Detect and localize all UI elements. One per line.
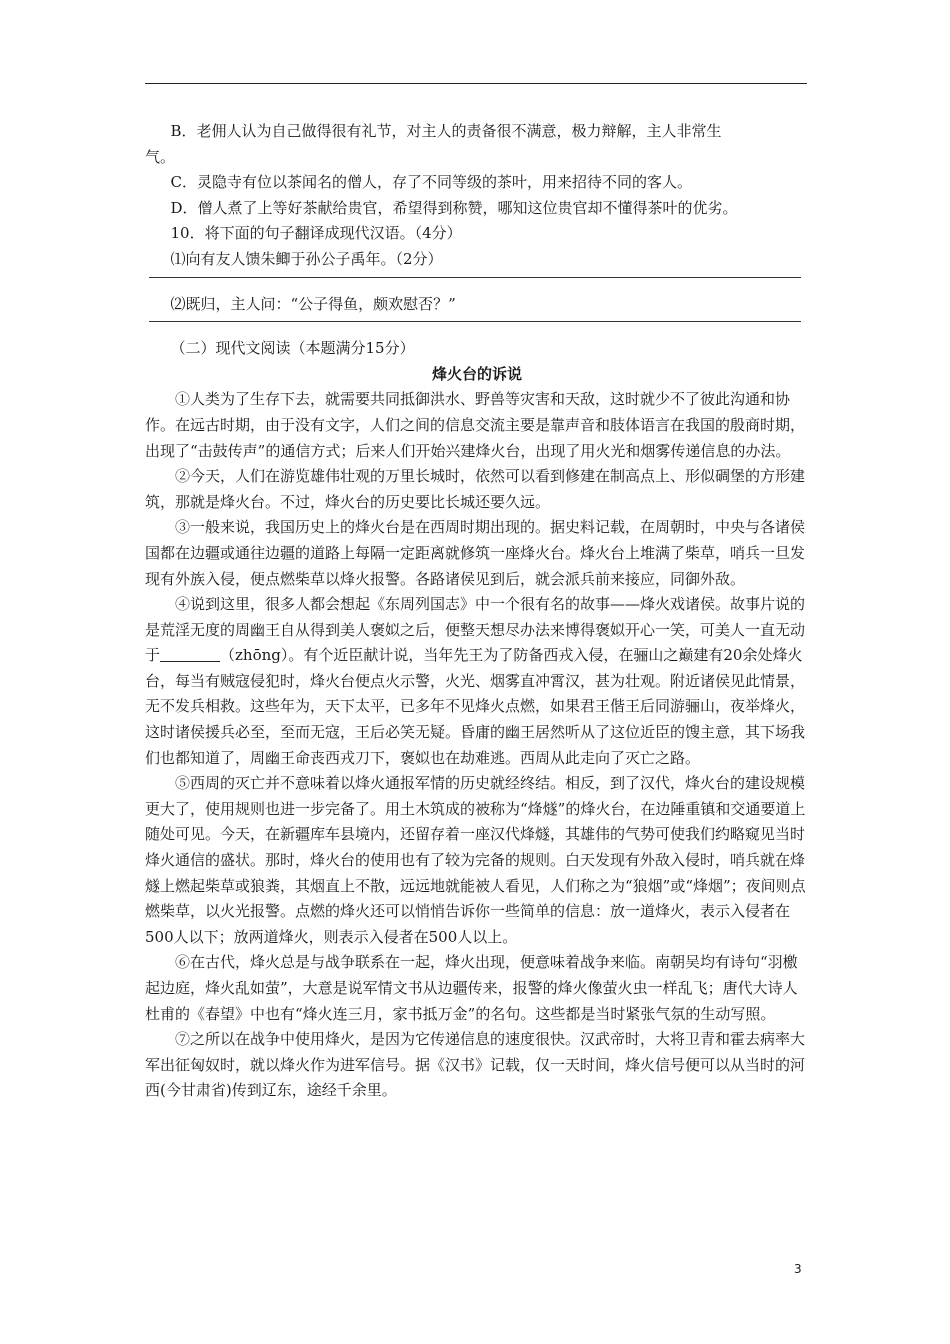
paragraph-3: ③一般来说，我国历史上的烽火台是在西周时期出现的。据史料记载，在周朝时，中央与各诸侯国都在边疆或通往边疆的道路上每隔一定距离就修筑一座烽火台。烽火台上堆满了柴草，哨兵一旦发现有外族入侵，便点燃柴草以烽火报警。各路诸侯见到后，就会派兵前来接应，同御外敌。 (145, 518, 806, 588)
question-10-sentence-1: ⑴向有友人馈朱鲫于孙公子禹年。（2分） (170, 249, 443, 268)
paragraph-4 (145, 592, 809, 771)
paragraph-4-part-2: （zhōng）。有个近臣献计说，当年先王为了防备西戎入侵，在骊山之巅建有20余处烽火台，每当有贼寇侵犯时，烽火台便点火示警，火光、烟雾直冲霄汉，甚为壮观。附近诸侯见此情景，无不发兵相救。这些年为，天下太平，已多年不见烽火点燃，如果君王偕王后同游骊山，夜举烽火，这时诸侯援兵必至，至而无寇，王后必笑无疑。昏庸的幽王居然听从了这位近臣的馊主意，其下场我们也都知道了，周幽王命丧西戎刀下，褒姒也在劫难逃。西周从此走向了灭亡之路。 (145, 646, 806, 767)
paragraph-6: ⑥在古代，烽火总是与战争联系在一起，烽火出现，便意味着战争来临。南朝吴均有诗句“羽檄起边庭，烽火乱如萤”，大意是说军情文书从边疆传来，报警的烽火像萤火虫一样乱飞；唐代大诗人杜甫的《春望》中也有“烽火连三月，家书抵万金”的名句。这些都是当时紧张气氛的生动写照。 (145, 953, 798, 1023)
page-number: 3 (794, 1262, 802, 1276)
section-heading: （二）现代文阅读（本题满分15分） (170, 339, 415, 358)
header-rule (145, 83, 807, 84)
answer-line-1 (149, 277, 801, 278)
paragraph-1: ①人类为了生存下去，就需要共同抵御洪水、野兽等灾害和天敌，这时就少不了彼此沟通和协作。在远古时期，由于没有文字，人们之间的信息交流主要是靠声音和肢体语言在我国的殷商时期，出现了“击鼓传声”的通信方式；后来人们开始兴建烽火台，出现了用火光和烟雾传递信息的办法。 (145, 390, 806, 460)
paragraph-5: ⑤西周的灭亡并不意味着以烽火通报军情的历史就经终结。相反，到了汉代，烽火台的建设规模更大了，使用规则也进一步完备了。用土木筑成的被称为“烽燧”的烽火台，在边陲重镇和交通要道上随处可见。今天，在新疆库车县境内，还留存着一座汉代烽燧，其雄伟的气势可使我们约略窥见当时烽火通信的盛状。那时，烽火台的使用也有了较为完备的规则。白天发现有外敌入侵时，哨兵就在烽燧上燃起柴草或狼粪，其烟直上不散，远远地就能被人看见，人们称之为“狼烟”或“烽烟”；夜间则点燃柴草，以火光报警。点燃的烽火还可以悄悄告诉你一些简单的信息：放一道烽火，表示入侵者在500人以下；放两道烽火，则表示入侵者在500人以上。 (145, 774, 806, 946)
question-10-sentence-2: ⑵既归，主人问：“公子得鱼，颇欢慰否？” (170, 294, 456, 313)
question-10-stem: 10．将下面的句子翻译成现代汉语。（4分） (170, 224, 462, 243)
paragraph-2: ②今天，人们在游览雄伟壮观的万里长城时，依然可以看到修建在制高点上、形似碉堡的方形建筑，那就是烽火台。不过，烽火台的历史要比长城还要久远。 (145, 467, 806, 511)
page-content (145, 119, 809, 1104)
paragraph-4-part-1: ④说到这里，很多人都会想起《东周列国志》中一个很有名的故事——烽火戏诸侯。故事片说的是荒淫无度的周幽王自从得到美人褒姒之后，便整天想尽办法来博得褒姒开心一笑，可美人一直无动于 (145, 595, 806, 665)
option-b-line1: B．老佣人认为自己做得很有礼节，对主人的责备很不满意，极力辩解，主人非常生 (170, 122, 722, 140)
option-c: C．灵隐寺有位以茶闻名的僧人，存了不同等级的茶叶，用来招待不同的客人。 (170, 173, 692, 192)
paragraph-7: ⑦之所以在战争中使用烽火，是因为它传递信息的速度很快。汉武帝时，大将卫青和霍去病率大军出征匈奴时，就以烽火作为进军信号。据《汉书》记载，仅一天时间，烽火信号便可以从当时的河西(今甘肃省)传到辽东，途经千余里。 (145, 1030, 806, 1100)
fill-in-blank[interactable] (160, 647, 220, 662)
option-b-line2: 气。 (145, 147, 176, 166)
option-d: D．僧人煮了上等好茶献给贵官，希望得到称赞，哪知这位贵官却不懂得茶叶的优劣。 (170, 198, 738, 217)
article-title: 烽火台的诉说 (431, 364, 522, 383)
answer-line-2 (149, 321, 801, 322)
